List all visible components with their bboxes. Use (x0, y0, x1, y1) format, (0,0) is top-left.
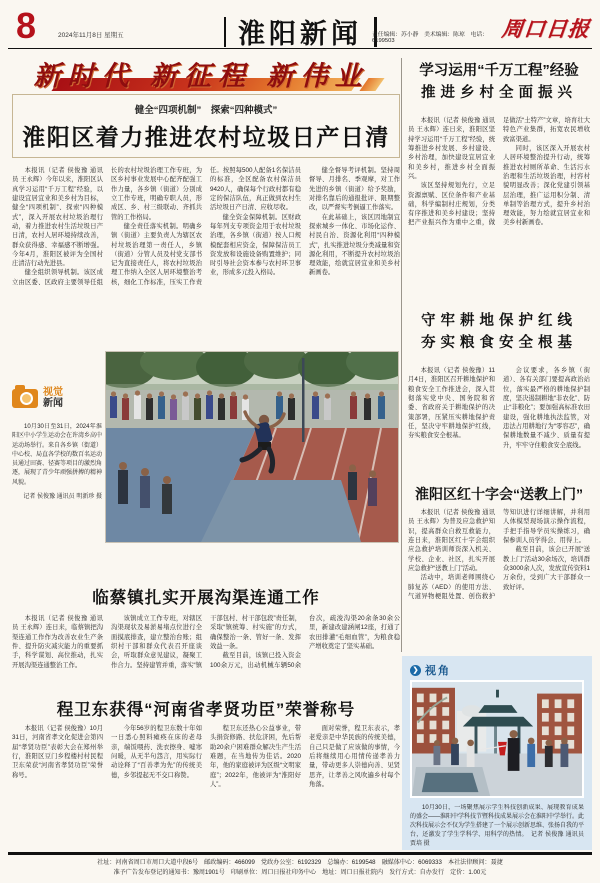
slogan-banner (28, 56, 374, 98)
viewpoint-caption: 10月30日，一场聚焦展示学生科技创新成果、展现教育成果的盛会——淮阳中学科技节暨科技成果展示会在淮阳中学举行。此次科技展示会不仅为学生搭建了一个展示创新思维、张扬自我的平台，还激发了学生学科学、用科学的热情。 记者 侯俊豫 通讯员 贾培 摄 (410, 805, 584, 846)
masthead-logo: 周口日报 (500, 18, 592, 41)
lead-headline: 淮阳区着力推进农村垃圾日产日清 (22, 124, 390, 150)
science-fair-illustration (412, 682, 582, 796)
column-divider (401, 58, 402, 652)
viewpoint-panel (402, 656, 592, 850)
science-fair-photo (410, 680, 584, 798)
visual-news-badge (12, 388, 102, 409)
sports-photo-credit: 记者 侯俊豫 通讯员 明新珍 摄 (23, 494, 102, 501)
sports-photo-caption: 10月30日至31日，2024年淮阳区中小学生运动会在许湾乡高中运动场举行。来自各乡镇（街道）中心校、局直各学校的数百名运动员通过田赛、径赛等项目的激烈角逐，展现了青少年顽强拼搏的精神风貌。 (12, 424, 102, 486)
page-number: 8 (16, 5, 37, 46)
sports-photo-illustration (106, 352, 398, 542)
footer-info (14, 858, 586, 879)
sports-meet-photo (106, 352, 398, 542)
header-left-bar (224, 17, 227, 47)
editor-credits: 责任编辑：苏小静 美术编辑：陈琼 电话：6199503 (372, 32, 488, 44)
arrow-circle-icon: ❯ (410, 665, 421, 676)
section-title: 淮阳新闻 (238, 19, 362, 49)
viewpoint-label: 视角 (425, 665, 451, 677)
right-article-2-body: 本报讯（记者 侯俊豫）11月4日，淮阳区召开耕地保护和粮食安全工作推进会，深入贯彻落实党中央、国务院和省委、省政府关于耕地保护的决策部署，压紧压实耕地保护责任，坚决守牢耕地保护红线，夯实粮食安全根基。 会议要求，各乡镇（街道）、各有关部门要提高政治站位，落实最严格的耕地保护制度，坚决遏制耕地“非农化”、防止“非粮化”；要加强高标准农田建设，强化耕地执法监管，对违法占用耕地行为“零容忍”，确保耕地数量不减少、质量有提升，牢牢守住粮食安全底线。 (408, 367, 590, 449)
photo-news-strip (12, 352, 102, 542)
lead-headline-box (12, 94, 400, 158)
camera-icon (12, 389, 38, 408)
header-rule (8, 48, 592, 49)
gully-body: 本报讯（记者 侯俊豫 通讯员 王永辉）连日来，临蔡镇把沟渠连通工作作为改善农业生产条件、提升防灾减灾能力的重要抓手，科学谋划、高位推动，扎实开展沟渠连通整治工作。 该镇成立工作专班，对辖区沟渠现状及易淤易堵点位进行全面摸底排查，建立整治台账；组织村干部和群众代表召开座谈会，听取群众意见建议，凝聚工作合力。坚持建管并重，落实“镇干部包村、村干部包段”责任制，采取“镇统筹、村实施”的方式，确保整治一条、管好一条、发挥效益一条。 截至目前，该镇已投入资金100余万元，出动机械车辆50余台次，疏浚沟渠20余条30余公里，新建改建涵闸12座，打通了农田排灌“毛细血管”，为粮食稳产增收奠定了坚实基础。 (12, 615, 400, 669)
lead-kicker: 健全“四项机制” 探索“四种模式” (134, 105, 278, 116)
right-article-2-headline: 守牢耕地保护红线 夯实粮食安全根基 (421, 313, 577, 352)
banner-text: 新时代 新征程 新伟业 (33, 61, 369, 91)
footer-line-2: 准予广告发布登记的通知书：豫周1901号 印刷单位：周口日报社印务中心 地址：周口日报社院内 发行方式：自办发行 定价：1.00元 (113, 869, 487, 877)
xiaoxian-body: 本报讯（记者 侯俊豫）10月31日，河南省孝文化促进会第四届“孝贤功臣”表彰大会在郑州举行，淮阳区豆门乡程楼村村民程卫东荣获“河南省孝贤功臣”荣誉称号。 今年56岁的程卫东数十年如一日悉心照料瘫痪在床的老母亲，端饭喂药、洗衣擦身、嘘寒问暖，从无半句怨言，用实际行动诠释了“百善孝为先”的传统美德，乡邻提起无不交口称赞。 程卫东还热心公益事业，带头捐资修路、扶危济困，先后帮助20余户困难群众解决生产生活难题，在当地传为佳话。2020年，他的家庭被评为区级“文明家庭”；2022年，他被评为“淮阳好人”。 面对荣誉，程卫东表示，孝老爱亲是中华民族的传统美德，自己只是做了应该做的事情，今后将继续用心用情传递孝善力量，带动更多人崇德向善、见贤思齐，让孝善之风吹遍乡村每个角落。 (12, 725, 400, 788)
footer-line-1: 社址：河南省周口市周口大道中段6号 邮政编码：466099 党政办公室：6192329 总编办：6199548 融媒体中心：6069333 本社法律顾问：聂捷 (97, 859, 503, 866)
right-article-1-body: 本报讯（记者 侯俊豫 通讯员 王永辉）连日来，淮阳区坚持学习运用“千万工程”经验，统筹推进乡村发展、乡村建设、乡村治理，加快建设宜居宜业和美乡村，推进乡村全面振兴。 该区坚持规划先行，立足资源禀赋、区位条件和产业基础，科学编制村庄规划，分类有序推进和美乡村建设；坚持把产业振兴作为重中之重，做足做活“土特产”文章，培育壮大特色产业集群，拓宽农民增收致富渠道。 同时，该区深入开展农村人居环境整治提升行动，统筹推进农村厕所革命、生活污水治理和生活垃圾治理，村容村貌明显改善；深化党建引领基层治理，推广运用积分制、清单制等治理方式，提升乡村治理效能，努力绘就宜居宜业和美乡村新画卷。 (408, 117, 590, 227)
viewpoint-badge (402, 656, 592, 678)
lead-body: 本报讯（记者 侯俊豫 通讯员 王永辉）今年以来，淮阳区认真学习运用“千万工程”经验，以建设宜居宜业和美乡村为目标，健全“四项机制”、探索“四种模式”，深入开展农村垃圾治理行动，着力推进农村生活垃圾日产日清，农村人居环境持续改善，群众获得感、幸福感不断增强。今年4月，淮阳区被评为全国村庄清洁行动先进县。 健全组织领导机制。该区成立由区委、区政府主要领导任组长的农村垃圾治理工作专班，为区乡村事业发展中心配齐配强工作力量，各乡镇（街道）分别成立工作专班，明确专职人员，形成区、乡、村三级联动、齐抓共管的工作格局。 健全责任落实机制。明确乡镇（街道）主要负责人为辖区农村垃圾治理第一责任人，乡镇（街道）分管人员及村党支部书记为直接责任人，将农村垃圾治理工作纳入全区人居环境整治考核，细化工作标准，压实工作责任。按照每500人配备1名保洁员的标准，全区配备农村保洁员9420人，确保每个行政村都有稳定的保洁队伍，真正做到农村生活垃圾日产日清、应收尽收。 健全资金保障机制。区财政每年列支专项资金用于农村垃圾治理，各乡镇（街道）按人口规模配套相应资金，保障保洁员工资发放和设施设备购置维护；同时引导社会资本参与农村环卫事业，形成多元投入格局。 健全督导考评机制。坚持周督导、月排名、季观摩，对工作先进的乡镇（街道）给予奖励，对排名靠后的通报批评、限期整改，以严督实考倒逼工作落实。 在此基础上，该区因地制宜探索城乡一体化、市场化运作、村民自治、资源化利用“四种模式”，扎实推进垃圾分类减量和资源化利用，不断提升农村垃圾治理效能，绘就宜居宜业和美乡村新画卷。 (12, 167, 400, 286)
right-article-3-body: 本报讯（记者 侯俊豫 通讯员 王永辉）为普及应急救护知识，提高群众自救互救能力，连日来，淮阳区红十字会组织应急救护培训师资深入机关、学校、企业、社区，扎实开展应急救护“送教上门”活动。 活动中，培训老师围绕心肺复苏（AED）的使用方法、气道异物梗阻处置、创伤救护等知识进行详细讲解，并利用人体模型现场演示操作流程，手把手指导学员实操练习，确保参训人员学得会、用得上。 截至目前，该会已开展“送教上门”活动30余场次，培训群众3000余人次，发放宣传资料1万余份，受到广大干部群众一致好评。 (408, 509, 590, 600)
gully-headline: 临蔡镇扎实开展沟渠连通工作 (92, 589, 320, 607)
right-article-1-headline: 学习运用“千万工程”经验 推进乡村全面振兴 (419, 63, 579, 102)
xiaoxian-headline: 程卫东获得“河南省孝贤功臣”荣誉称号 (56, 701, 356, 719)
date-line: 2024年11月8日 星期五 (58, 32, 124, 39)
visual-news-label: 视觉 新闻 (43, 387, 63, 409)
right-article-3-headline: 淮阳区红十字会“送教上门” (415, 486, 583, 502)
footer-rule (8, 852, 592, 855)
